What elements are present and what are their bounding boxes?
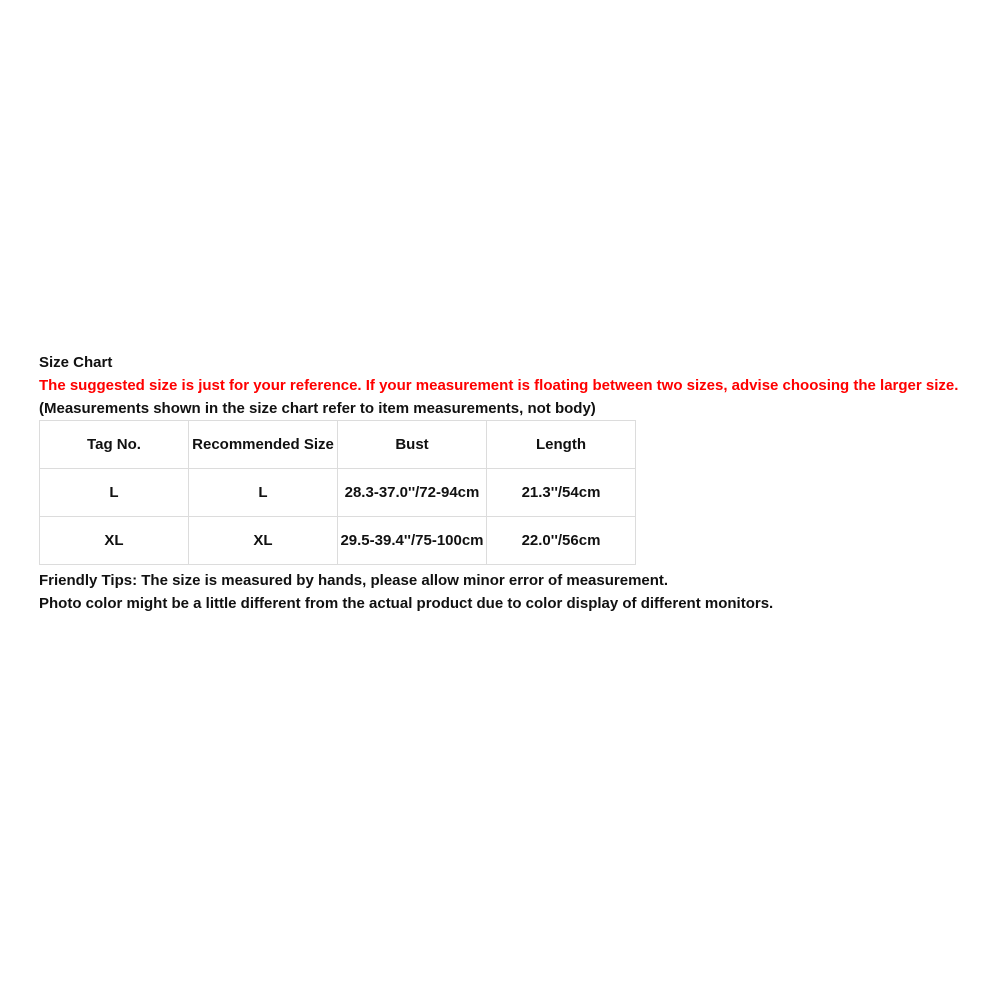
cell-length: 21.3''/54cm — [487, 469, 636, 517]
cell-tag-no: XL — [40, 517, 189, 565]
size-table — [39, 420, 636, 565]
cell-tag-no: L — [40, 469, 189, 517]
header-tag-no: Tag No. — [40, 421, 189, 469]
header-recommended-size: Recommended Size — [189, 421, 338, 469]
tip-line: Photo color might be a little different from the actual product due to color display of different monitors. — [39, 595, 774, 612]
header-length: Length — [487, 421, 636, 469]
cell-recommended-size: XL — [189, 517, 338, 565]
size-chart-section — [39, 351, 979, 615]
tip-line: Friendly Tips: The size is measured by hands, please allow minor error of measurement. — [39, 572, 669, 589]
size-chart-title: Size Chart — [39, 354, 113, 371]
friendly-tips — [39, 569, 979, 615]
header-bust: Bust — [338, 421, 487, 469]
table-header-row — [40, 421, 636, 469]
cell-recommended-size: L — [189, 469, 338, 517]
cell-bust: 28.3-37.0''/72-94cm — [338, 469, 487, 517]
size-advice-notice: The suggested size is just for your reference. If your measurement is floating between two sizes, advise choosing the larger size. — [39, 377, 959, 394]
measurement-note: (Measurements shown in the size chart refer to item measurements, not body) — [39, 400, 596, 417]
cell-length: 22.0''/56cm — [487, 517, 636, 565]
table-row — [40, 469, 636, 517]
cell-bust: 29.5-39.4''/75-100cm — [338, 517, 487, 565]
table-row — [40, 517, 636, 565]
